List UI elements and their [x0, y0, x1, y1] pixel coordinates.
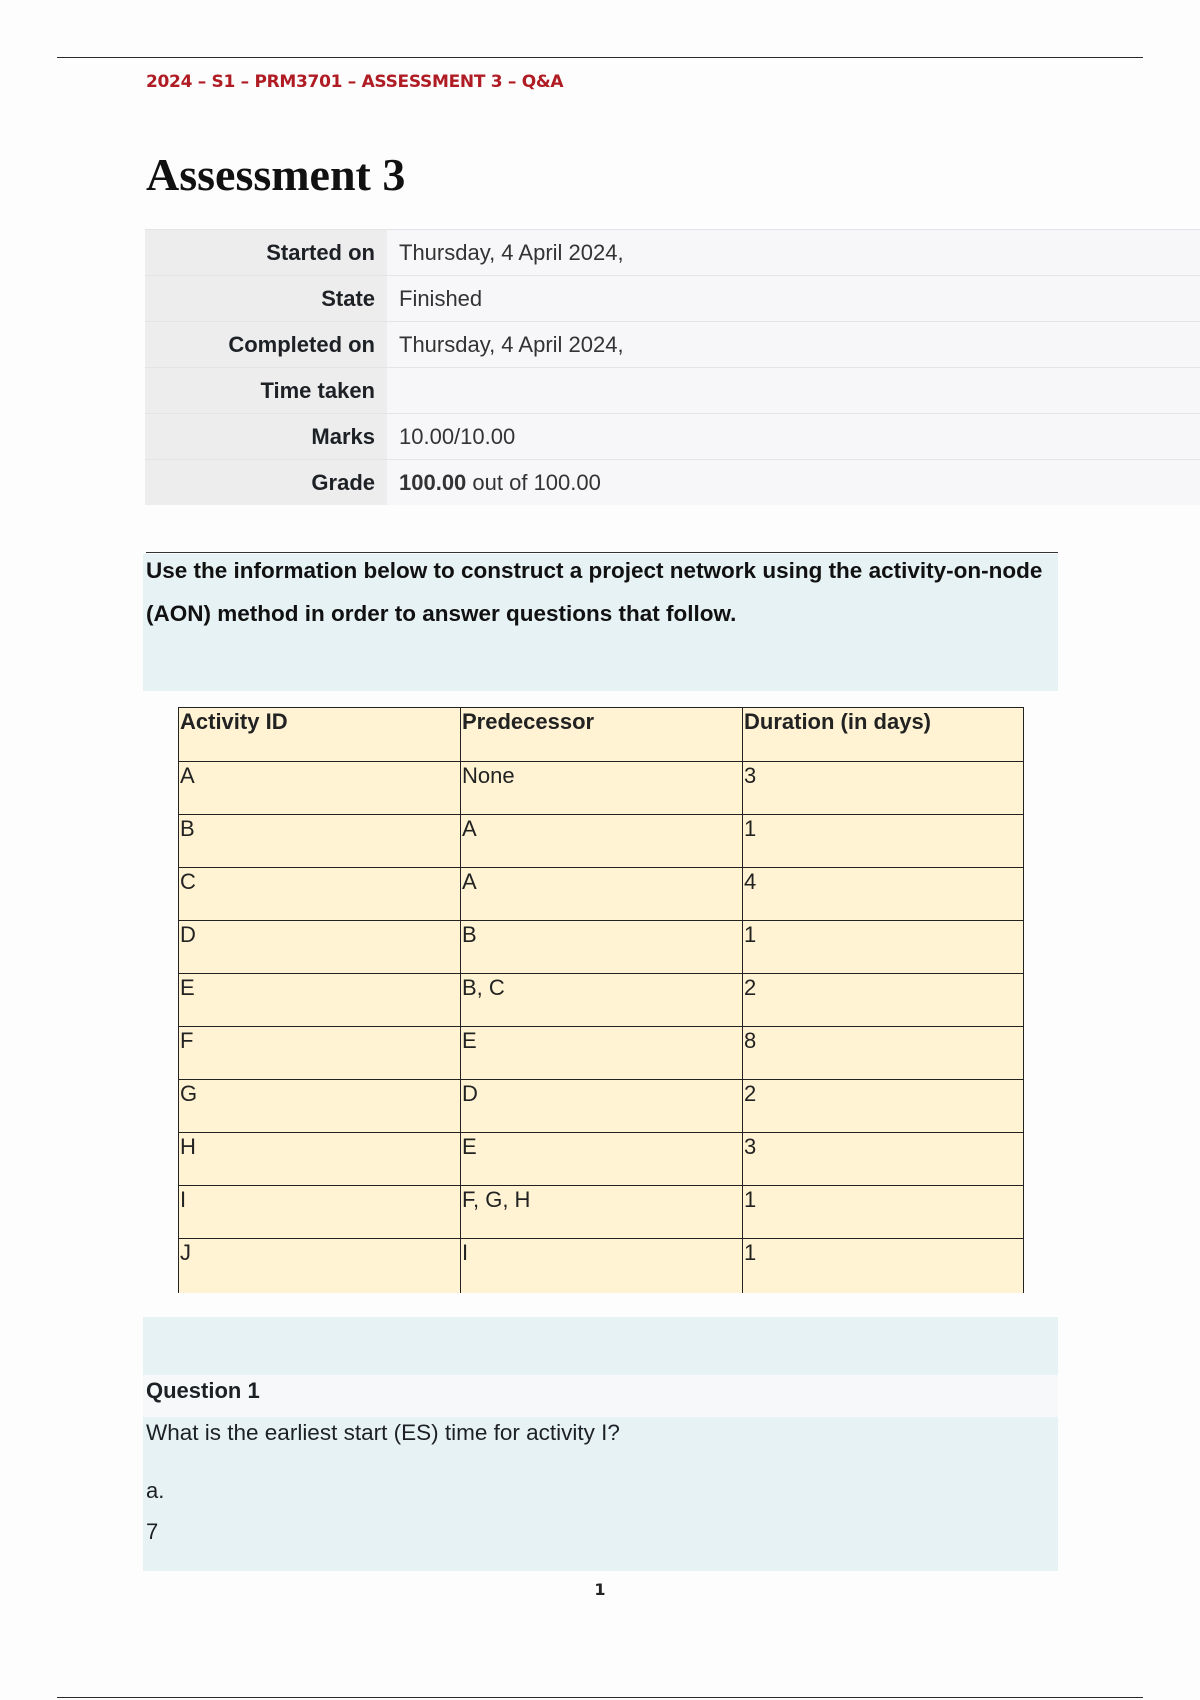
duration-cell: 3 — [743, 1133, 1024, 1186]
table-row — [179, 868, 1024, 921]
duration-cell: 1 — [743, 921, 1024, 974]
attempt-summary-table — [145, 229, 1200, 505]
table-row — [179, 921, 1024, 974]
question-spacer-band — [143, 1317, 1058, 1375]
predecessor-cell: B, C — [461, 974, 743, 1027]
table-row — [179, 762, 1024, 815]
duration-cell: 2 — [743, 974, 1024, 1027]
predecessor-cell: E — [461, 1133, 743, 1186]
summary-value — [387, 368, 1200, 414]
summary-row — [145, 276, 1200, 322]
table-row — [179, 1027, 1024, 1080]
table-row — [179, 1133, 1024, 1186]
summary-label: Marks — [145, 414, 387, 460]
activity-id-cell: F — [179, 1027, 461, 1080]
summary-row — [145, 414, 1200, 460]
column-header: Predecessor — [461, 708, 743, 762]
activity-id-cell: A — [179, 762, 461, 815]
column-header: Duration (in days) — [743, 708, 1024, 762]
predecessor-cell: A — [461, 868, 743, 921]
question-text: What is the earliest start (ES) time for activity I? — [146, 1420, 620, 1445]
summary-value: 10.00/10.00 — [387, 414, 1200, 460]
summary-label: Time taken — [145, 368, 387, 414]
activity-id-cell: E — [179, 974, 461, 1027]
grade-value — [387, 460, 1200, 506]
duration-cell: 2 — [743, 1080, 1024, 1133]
grade-out-of: out of 100.00 — [466, 469, 601, 495]
summary-label: Started on — [145, 230, 387, 276]
activity-id-cell: J — [179, 1239, 461, 1294]
activity-id-cell: D — [179, 921, 461, 974]
summary-row — [145, 322, 1200, 368]
activity-id-cell: G — [179, 1080, 461, 1133]
duration-cell: 8 — [743, 1027, 1024, 1080]
table-row — [179, 815, 1024, 868]
predecessor-cell: None — [461, 762, 743, 815]
document-header: 2024 – S1 – PRM3701 – ASSESSMENT 3 – Q&A — [146, 72, 564, 92]
table-row — [179, 1186, 1024, 1239]
page-title: Assessment 3 — [146, 149, 406, 200]
predecessor-cell: D — [461, 1080, 743, 1133]
summary-value: Thursday, 4 April 2024, — [387, 230, 1200, 276]
activity-id-cell: H — [179, 1133, 461, 1186]
predecessor-cell: B — [461, 921, 743, 974]
grade-score: 100.00 — [399, 469, 467, 495]
table-row — [179, 1239, 1024, 1294]
table-row — [179, 1080, 1024, 1133]
duration-cell: 1 — [743, 815, 1024, 868]
duration-cell: 4 — [743, 868, 1024, 921]
duration-cell: 3 — [743, 762, 1024, 815]
predecessor-cell: I — [461, 1239, 743, 1294]
summary-value: Finished — [387, 276, 1200, 322]
summary-row — [145, 230, 1200, 276]
duration-cell: 1 — [743, 1239, 1024, 1294]
activity-id-cell: C — [179, 868, 461, 921]
answer-option-label: a. — [146, 1478, 165, 1503]
table-row — [179, 974, 1024, 1027]
question-header-band — [143, 1375, 1058, 1417]
predecessor-cell: E — [461, 1027, 743, 1080]
answer-option-text: 7 — [146, 1519, 159, 1544]
instructions-text: Use the information below to construct a project network using the activity-on-node (AON) method in order to answer questions that follow. — [146, 558, 1043, 626]
summary-row — [145, 368, 1200, 414]
question-title: Question 1 — [146, 1378, 260, 1403]
column-header: Activity ID — [179, 708, 461, 762]
bottom-rule — [57, 1697, 1143, 1698]
activity-id-cell: I — [179, 1186, 461, 1239]
predecessor-cell: F, G, H — [461, 1186, 743, 1239]
duration-cell: 1 — [743, 1186, 1024, 1239]
summary-label: Grade — [145, 460, 387, 506]
summary-value: Thursday, 4 April 2024, — [387, 322, 1200, 368]
page-number: 1 — [594, 1580, 606, 1599]
table-header-row — [179, 708, 1024, 762]
predecessor-cell: A — [461, 815, 743, 868]
summary-label: State — [145, 276, 387, 322]
top-rule — [57, 57, 1143, 58]
activity-id-cell: B — [179, 815, 461, 868]
summary-label: Completed on — [145, 322, 387, 368]
summary-row-grade — [145, 460, 1200, 506]
activity-table — [178, 707, 1024, 1293]
